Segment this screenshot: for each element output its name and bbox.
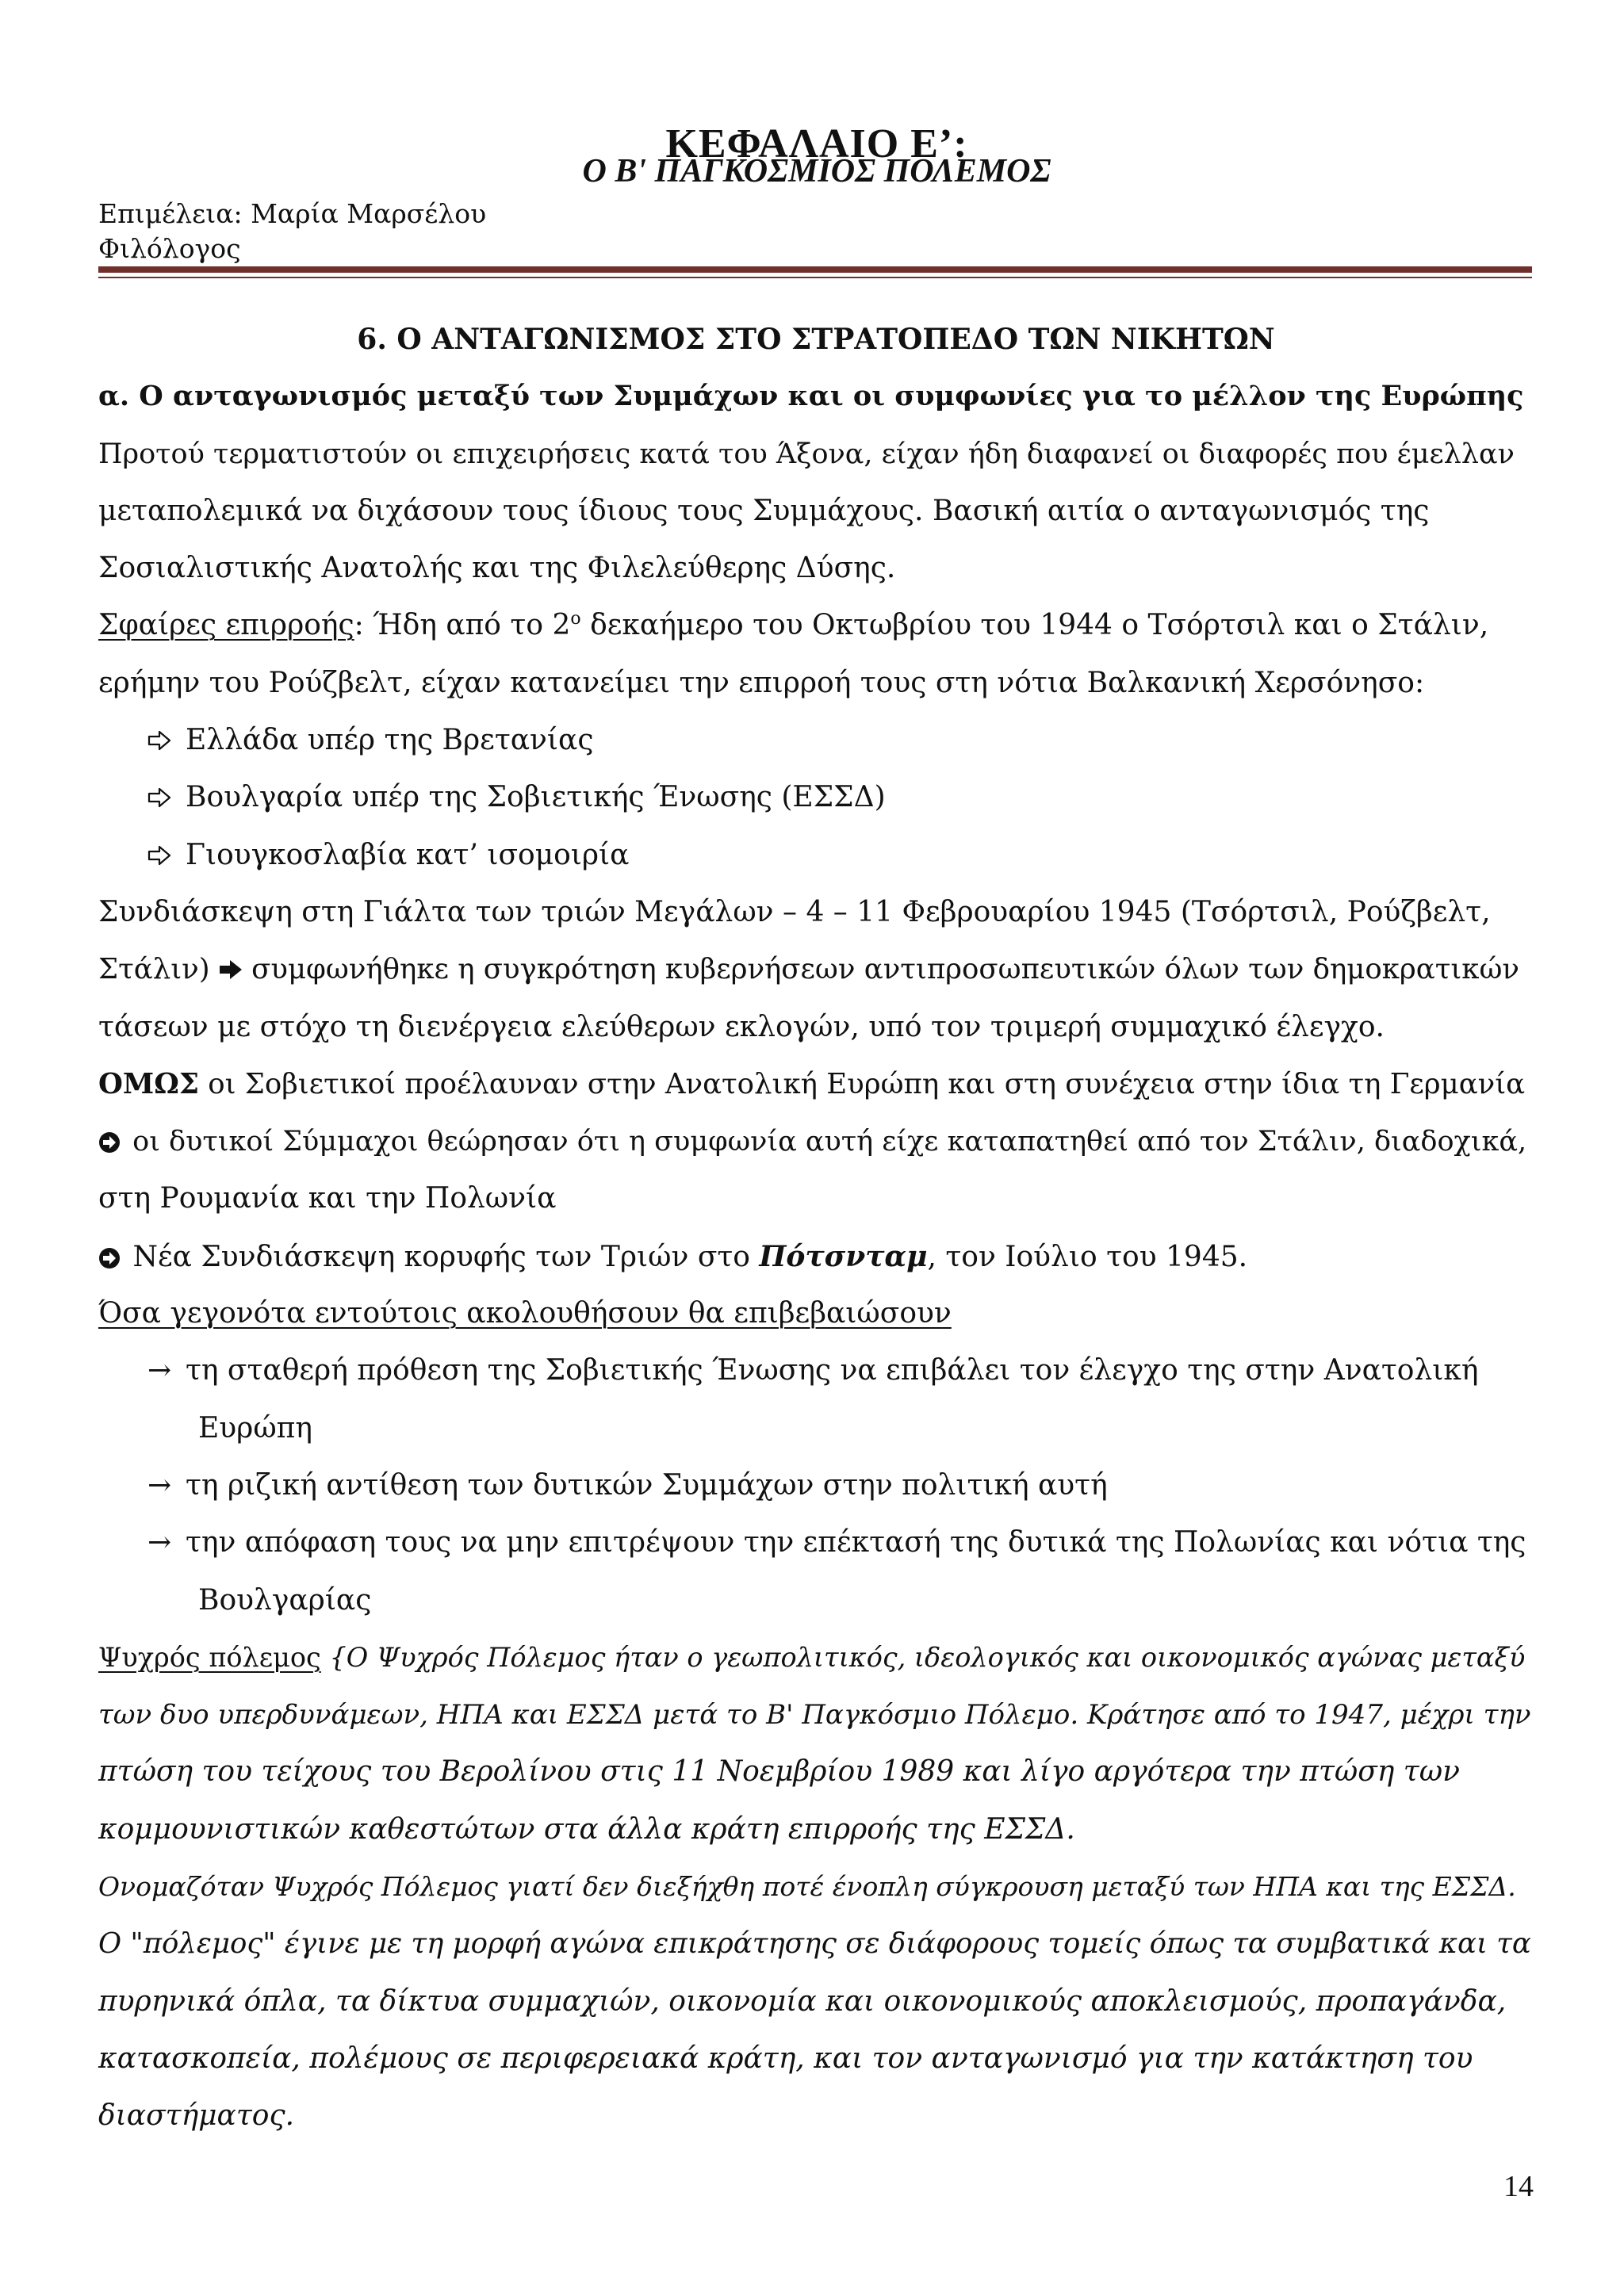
thin-arrow-right-icon: → bbox=[147, 1354, 172, 1387]
author-name: Επιμέλεια: Μαρία Μαρσέλου bbox=[98, 198, 487, 229]
potsdam-line bbox=[98, 1228, 1534, 1285]
yalta-line: Συνδιάσκεψη στη Γιάλτα των τριών Μεγάλων – 4 – 11 Φεβρουαρίου 1945 (Τσόρτσιλ, Ρούζβελτ, bbox=[98, 895, 1491, 928]
header-rule-thick bbox=[98, 266, 1532, 273]
list-item bbox=[98, 769, 1534, 826]
yalta-text-rest: συμφωνήθηκε η συγκρότηση κυβερνήσεων αντιπροσωπευτικών όλων των δημοκρατικών bbox=[242, 953, 1519, 986]
main-content bbox=[98, 311, 1534, 2145]
spheres-text-rest: δεκαήμερο του Οκτωβρίου του 1944 ο Τσόρτσιλ και ο Στάλιν, bbox=[580, 609, 1489, 642]
potsdam-text-end: , τον Ιούλιο του 1945. bbox=[927, 1240, 1248, 1273]
events-item-text: την απόφαση τους να μην επιτρέψουν την επέκτασή της δυτικά της Πολωνίας και νότια της bbox=[186, 1526, 1526, 1559]
cold-war-line: πτώση του τείχους του Βερολίνου στις 11 Νοεμβρίου 1989 και λίγο αργότερα την πτώση των bbox=[98, 1755, 1460, 1789]
cold-war-label: Ψυχρός πόλεμος bbox=[98, 1641, 321, 1673]
spheres-line bbox=[98, 597, 1534, 654]
cold-war-line: πυρηνικά όπλα, τα δίκτυα συμμαχιών, οικονομία και οικονομικούς αποκλεισμούς, προπαγάνδα, bbox=[98, 1984, 1507, 2018]
page-number: 14 bbox=[1503, 2170, 1534, 2203]
outline-arrow-right-icon bbox=[147, 712, 186, 769]
outline-arrow-right-icon bbox=[147, 769, 186, 826]
circled-arrow-right-icon bbox=[98, 1229, 124, 1286]
chapter-title: ΚΕΦΑΛΑΙΟ Ε’: bbox=[665, 121, 968, 166]
subsection-title: α. Ο ανταγωνισμός μεταξύ των Συμμάχων και οι συμφωνίες για το μέλλον της Ευρώπης bbox=[98, 380, 1524, 413]
list-item-text: Ελλάδα υπέρ της Βρετανίας bbox=[186, 724, 594, 757]
list-item bbox=[98, 827, 1534, 884]
however-text-2: οι δυτικοί Σύμμαχοι θεώρησαν ότι η συμφωνία αυτή είχε καταπατηθεί από τον Στάλιν, διαδοχικά, bbox=[124, 1126, 1527, 1158]
events-item-cont: Βουλγαρίας bbox=[198, 1583, 372, 1617]
cold-war-line: Ονομαζόταν Ψυχρός Πόλεμος γιατί δεν διεξήχθη ποτέ ένοπλη σύγκρουση μεταξύ των ΗΠΑ και της ΕΣΣΔ. bbox=[98, 1871, 1516, 1903]
however-line-2 bbox=[98, 1113, 1534, 1170]
events-item-text: τη σταθερή πρόθεση της Σοβιετικής Ένωσης να επιβάλει τον έλεγχο της στην Ανατολική bbox=[186, 1354, 1479, 1387]
events-item bbox=[98, 1457, 1534, 1514]
author-role: Φιλόλογος bbox=[98, 233, 241, 264]
yalta-text: Στάλιν) bbox=[98, 953, 219, 986]
intro-line: Προτού τερματιστούν οι επιχειρήσεις κατά του Άξονα, είχαν ήδη διαφανεί οι διαφορές που έμελλαν bbox=[98, 438, 1515, 470]
however-line bbox=[98, 1056, 1534, 1113]
header-rule-thin bbox=[98, 277, 1532, 278]
list-item-text: Βουλγαρία υπέρ της Σοβιετικής Ένωσης (ΕΣΣΔ) bbox=[186, 781, 886, 814]
bold-arrow-right-icon bbox=[219, 953, 243, 985]
list-item-text: Γιουγκοσλαβία κατ’ ισομοιρία bbox=[186, 838, 630, 871]
outline-arrow-right-icon bbox=[147, 827, 186, 884]
section-title: 6. Ο ΑΝΤΑΓΩΝΙΣΜΟΣ ΣΤΟ ΣΤΡΑΤΟΠΕΔΟ ΤΩΝ ΝΙΚΗΤΩΝ bbox=[357, 323, 1275, 356]
cold-war-line: των δυο υπερδυνάμεων, ΗΠΑ και ΕΣΣΔ μετά το Β' Παγκόσμιο Πόλεμο. Κράτησε από το 1947, μέχρι την bbox=[98, 1699, 1531, 1732]
list-item bbox=[98, 712, 1534, 769]
events-item bbox=[98, 1342, 1534, 1399]
however-bold: ΟΜΩΣ bbox=[98, 1067, 199, 1100]
cold-war-line: κατασκοπεία, πολέμους σε περιφερειακά κράτη, και τον ανταγωνισμό για την κατάκτηση του bbox=[98, 2042, 1473, 2075]
cold-war-line: Ο "πόλεμος" έγινε με τη μορφή αγώνα επικράτησης σε διάφορους τομείς όπως τα συμβατικά και τα bbox=[98, 1927, 1531, 1961]
spheres-text: : Ήδη από το 2 bbox=[354, 609, 571, 642]
however-line-3: στη Ρουμανία και την Πολωνία bbox=[98, 1182, 557, 1215]
cold-war-line: διαστήματος. bbox=[98, 2099, 295, 2133]
author-block bbox=[98, 197, 486, 266]
events-item bbox=[98, 1514, 1534, 1571]
potsdam-text: Νέα Συνδιάσκεψη κορυφής των Τριών στο bbox=[124, 1240, 760, 1273]
events-heading: Όσα γεγονότα εντούτοις ακολουθήσουν θα επιβεβαιώσουν bbox=[98, 1297, 952, 1330]
yalta-line-2 bbox=[98, 941, 1534, 998]
events-item-cont: Ευρώπη bbox=[198, 1411, 312, 1445]
thin-arrow-right-icon: → bbox=[147, 1468, 172, 1502]
ordinal-sup: ο bbox=[570, 609, 581, 629]
potsdam-place: Πότσνταμ bbox=[759, 1239, 928, 1273]
circled-arrow-right-icon bbox=[98, 1113, 124, 1170]
cold-war-line bbox=[98, 1629, 1534, 1686]
however-text: οι Σοβιετικοί προέλαυναν στην Ανατολική Ευρώπη και στη συνέχεια στην ίδια τη Γερμανία bbox=[198, 1067, 1526, 1100]
yalta-line-3: τάσεων με στόχο τη διενέργεια ελεύθερων εκλογών, υπό τον τριμερή συμμαχικό έλεγχο. bbox=[98, 1010, 1385, 1043]
events-item-text: τη ριζική αντίθεση των δυτικών Συμμάχων στην πολιτική αυτή bbox=[186, 1468, 1108, 1502]
thin-arrow-right-icon: → bbox=[147, 1526, 172, 1559]
spheres-line-2: ερήμην του Ρούζβελτ, είχαν κατανείμει την επιρροή τους στη νότια Βαλκανική Χερσόνησο: bbox=[98, 666, 1425, 699]
cold-war-line: κομμουνιστικών καθεστώτων στα άλλα κράτη επιρροής της ΕΣΣΔ. bbox=[98, 1812, 1075, 1846]
spheres-label: Σφαίρες επιρροής bbox=[98, 609, 354, 642]
chapter-subtitle: Ο Β' ΠΑΓΚΟΣΜΙΟΣ ΠΟΛΕΜΟΣ bbox=[582, 153, 1051, 189]
intro-line: μεταπολεμικά να διχάσουν τους ίδιους τους Συμμάχους. Βασική αιτία ο ανταγωνισμός της bbox=[98, 494, 1430, 527]
intro-line: Σοσιαλιστικής Ανατολής και της Φιλελεύθερης Δύσης. bbox=[98, 552, 896, 585]
cold-war-text: {Ο Ψυχρός Πόλεμος ήταν ο γεωπολιτικός, ιδεολογικός και οικονομικός αγώνας μεταξύ bbox=[320, 1641, 1526, 1673]
